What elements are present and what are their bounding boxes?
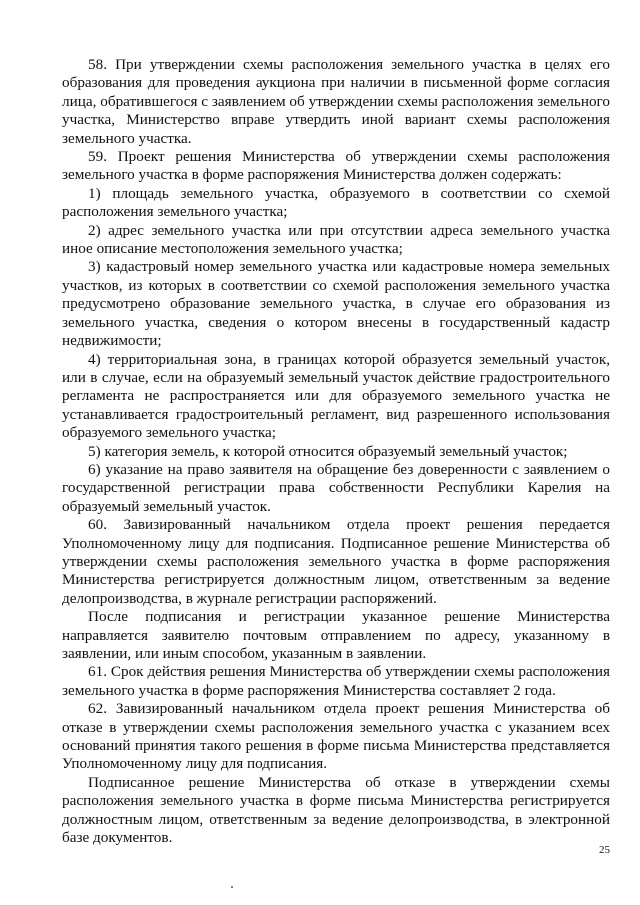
list-item-6: 6) указание на право заявителя на обращение без доверенности с заявлением о государственной регистрации права собственности Республики Карелия на образуемый земельный участок. — [62, 460, 610, 515]
list-item-4: 4) территориальная зона, в границах которой образуется земельный участок, или в случае, если на образуемый земельный участок действие градостроительного регламента не распространяется или для образуемого земельного участка не устанавливается градостроительный регламент, вид разрешенного использования образуемого земельного участка; — [62, 350, 610, 442]
paragraph-62: 62. Завизированный начальником отдела проект решения Министерства об отказе в утверждении схемы расположения земельного участка с указанием всех оснований принятия такого решения в форме письма Министерства представляется Уполномоченному лицу для подписания. — [62, 700, 610, 773]
paragraph-60-continued: После подписания и регистрации указанное решение Министерства направляется заявителю почтовым отправлением по адресу, указанному в заявлении, или иным способом, указанным в заявлении. — [62, 608, 610, 662]
paragraph-62-continued: Подписанное решение Министерства об отказе в утверждении схемы расположения земельного участка в форме письма Министерства регистрируется должностным лицом, ответственным за ведение делопроизводства, в электронной базе документов. — [62, 773, 610, 847]
page-number: 25 — [599, 844, 610, 856]
paragraph-60: 60. Завизированный начальником отдела проект решения передается Уполномоченному лицу для подписания. Подписанное решение Министерства об утверждении схемы расположения земельного участка в форме распоряжения Министерства регистрируется должностным лицом, ответственным за ведение делопроизводства, в журнале регистрации распоряжений. — [62, 516, 610, 607]
list-item-2: 2) адрес земельного участка или при отсутствии адреса земельного участка иное описание местоположения земельного участка; — [62, 221, 610, 258]
paragraph-59: 59. Проект решения Министерства об утверждении схемы расположения земельного участка в форме распоряжения Министерства должен содержать: — [62, 148, 610, 184]
document-body — [62, 56, 610, 847]
list-item-1: 1) площадь земельного участка, образуемого в соответствии со схемой расположения земельного участка; — [62, 184, 610, 221]
list-item-3: 3) кадастровый номер земельного участка или кадастровые номера земельных участков, из которых в соответствии со схемой расположения земельного участка предусмотрено образование земельного участка, в случае его образования из земельного участка, сведения о котором внесены в государственный кадастр недвижимости; — [62, 258, 610, 350]
list-item-5: 5) категория земель, к которой относится образуемый земельный участок; — [88, 442, 568, 460]
scan-speck — [231, 886, 233, 888]
paragraph-61: 61. Срок действия решения Министерства об утверждении схемы расположения земельного участка в форме распоряжения Министерства составляет 2 года. — [62, 663, 610, 699]
paragraph-58: 58. При утверждении схемы расположения земельного участка в целях его образования для проведения аукциона при наличии в письменной форме согласия лица, обратившегося с заявлением об утверждении схемы расположения земельного участка, Министерство вправе утвердить иной вариант схемы расположения земельного участка. — [62, 56, 610, 147]
